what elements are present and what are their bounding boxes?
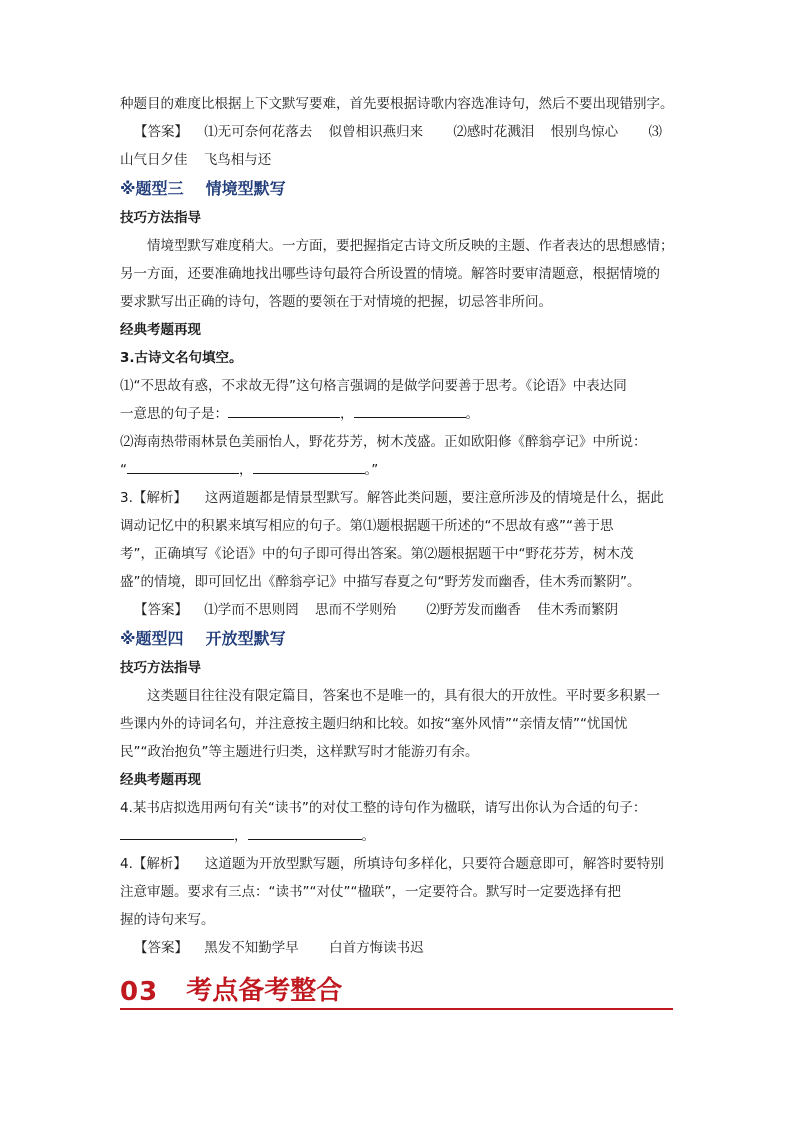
answer-label: 【答案】: [134, 602, 188, 618]
analysis-line: 考”，正确填写《论语》中的句子即可得出答案。第⑵题根据题干中“野花芬芳，树木茂: [120, 546, 634, 562]
type3-guide-line: 要求默写出正确的诗句，答题的要领在于对情境的把握，切忌答非所问。: [120, 294, 552, 310]
type4-title: 开放型默写: [205, 629, 286, 648]
intro-text: 种题目的难度比根据上下文默写要难，首先要根据诗歌内容选准诗句，然后不要出现错别字。: [120, 96, 674, 112]
type4-classic-heading: 经典考题再现: [120, 772, 201, 788]
type3-classic-heading: 经典考题再现: [120, 322, 201, 338]
comma: ，: [239, 462, 253, 478]
period: 。: [361, 828, 375, 844]
section-header: [120, 970, 673, 1010]
analysis-text: 这道题为开放型默写题，所填诗句多样化，只要符合题意即可，解答时要特别: [204, 856, 664, 872]
type4-guide-line: 这类题目往往没有限定篇目，答案也不是唯一的，具有很大的开放性。平时要多积累一: [147, 688, 660, 704]
type3-guide-heading: 技巧方法指导: [120, 210, 201, 226]
type3-guide-line: 情境型默写难度稍大。一方面，要把握指定古诗文所反映的主题、作者表达的思想感情；: [147, 238, 674, 254]
document-page: [120, 90, 675, 1010]
analysis-line: 握的诗句来写。: [120, 912, 215, 928]
type4-guide-heading: 技巧方法指导: [120, 660, 201, 676]
comma: ，: [340, 406, 354, 422]
answer-text: 白首方悔读书迟: [329, 940, 424, 956]
question-2: ⑵海南热带雨林景色美丽怡人，野花芬芳，树木茂盛。正如欧阳修《醉翁亭记》中所说：: [120, 434, 647, 450]
type3-marker: ※题型三: [120, 179, 184, 198]
answer-text: 黑发不知勤学早: [204, 940, 299, 956]
intro-answer-cont: [120, 146, 675, 174]
question-1: ⑴“不思故有惑，不求故无得”这句格言强调的是做学问要善于思考。《论语》中表达同: [120, 378, 627, 394]
answer-text: 飞鸟相与还: [203, 152, 272, 168]
question-1-prefix: 一意思的句子是：: [120, 406, 228, 422]
type3-answer: [120, 596, 675, 624]
answer-text: 山气日夕佳: [120, 152, 188, 168]
answer-text: 恨别鸟惊心: [550, 124, 619, 140]
analysis-label: 3.【解析】: [120, 490, 187, 506]
answer-text: 佳木秀而繁阴: [537, 602, 619, 618]
question-2-blanks: [120, 456, 675, 484]
type4-guide-line: 些课内外的诗词名句，并注意按主题归纳和比较。如按“塞外风情”“亲情友情”“忧国忧: [120, 716, 628, 732]
type3-title: 情境型默写: [205, 179, 286, 198]
question-1-blanks: [120, 400, 675, 428]
question-title: 3.古诗文名句填空。: [120, 350, 243, 366]
analysis-line: 盛”的情境，即可回忆出《醉翁亭记》中描写春夏之句“野芳发而幽香，佳木秀而繁阴”。: [120, 574, 641, 590]
question-4: 4.某书店拟选用两句有关“读书”的对仗工整的诗句作为楹联，请写出你认为合适的句子：: [120, 800, 647, 816]
analysis-line: 注意审题。要求有三点：“读书”“对仗”“楹联”，一定要符合。默写时一定要选择有把: [120, 884, 621, 900]
question-4-blanks: [120, 822, 675, 850]
comma: ，: [234, 828, 248, 844]
answer-number: ⑶: [648, 124, 662, 140]
type4-heading: [120, 624, 675, 654]
type4-guide-line: 民”“政治抱负”等主题进行归类，这样默写时才能游刃有余。: [120, 744, 479, 760]
analysis-line: [120, 850, 675, 878]
analysis-text: 这两道题都是情景型默写。解答此类问题，要注意所涉及的情境是什么，据此: [204, 490, 664, 506]
close-quote: 。”: [364, 462, 379, 478]
type3-guide-line: 另一方面，还要准确地找出哪些诗句最符合所设置的情境。解答时要审清题意，根据情境的: [120, 266, 660, 282]
type4-answer: [120, 934, 675, 962]
type4-marker: ※题型四: [120, 629, 184, 648]
type3-heading: [120, 174, 675, 204]
answer-label: 【答案】: [134, 940, 188, 956]
answer-blank[interactable]: [120, 825, 234, 840]
answer-text: 思而不学则殆: [315, 602, 397, 618]
answer-label: 【答案】: [134, 124, 188, 140]
section-title: 考点备考整合: [186, 976, 343, 1006]
open-quote: “: [120, 462, 127, 478]
answer-blank[interactable]: [248, 825, 362, 840]
answer-blank[interactable]: [127, 459, 239, 474]
intro-answer: [120, 118, 675, 146]
answer-text: ⑵野芳发而幽香: [426, 602, 521, 618]
section-number: 03: [120, 977, 159, 1007]
answer-blank[interactable]: [228, 403, 340, 418]
analysis-line: 调动记忆中的积累来填写相应的句子。第⑴题根据题干所述的“不思故有惑”“善于思: [120, 518, 614, 534]
analysis-line: [120, 484, 675, 512]
answer-blank[interactable]: [354, 403, 466, 418]
answer-text: ⑵感时花溅泪: [453, 124, 535, 140]
answer-blank[interactable]: [253, 459, 365, 474]
answer-text: 似曾相识燕归来: [328, 124, 424, 140]
answer-text: ⑴学而不思则罔: [204, 602, 299, 618]
period: 。: [465, 406, 479, 422]
analysis-label: 4.【解析】: [120, 856, 187, 872]
answer-text: ⑴无可奈何花落去: [204, 124, 313, 140]
